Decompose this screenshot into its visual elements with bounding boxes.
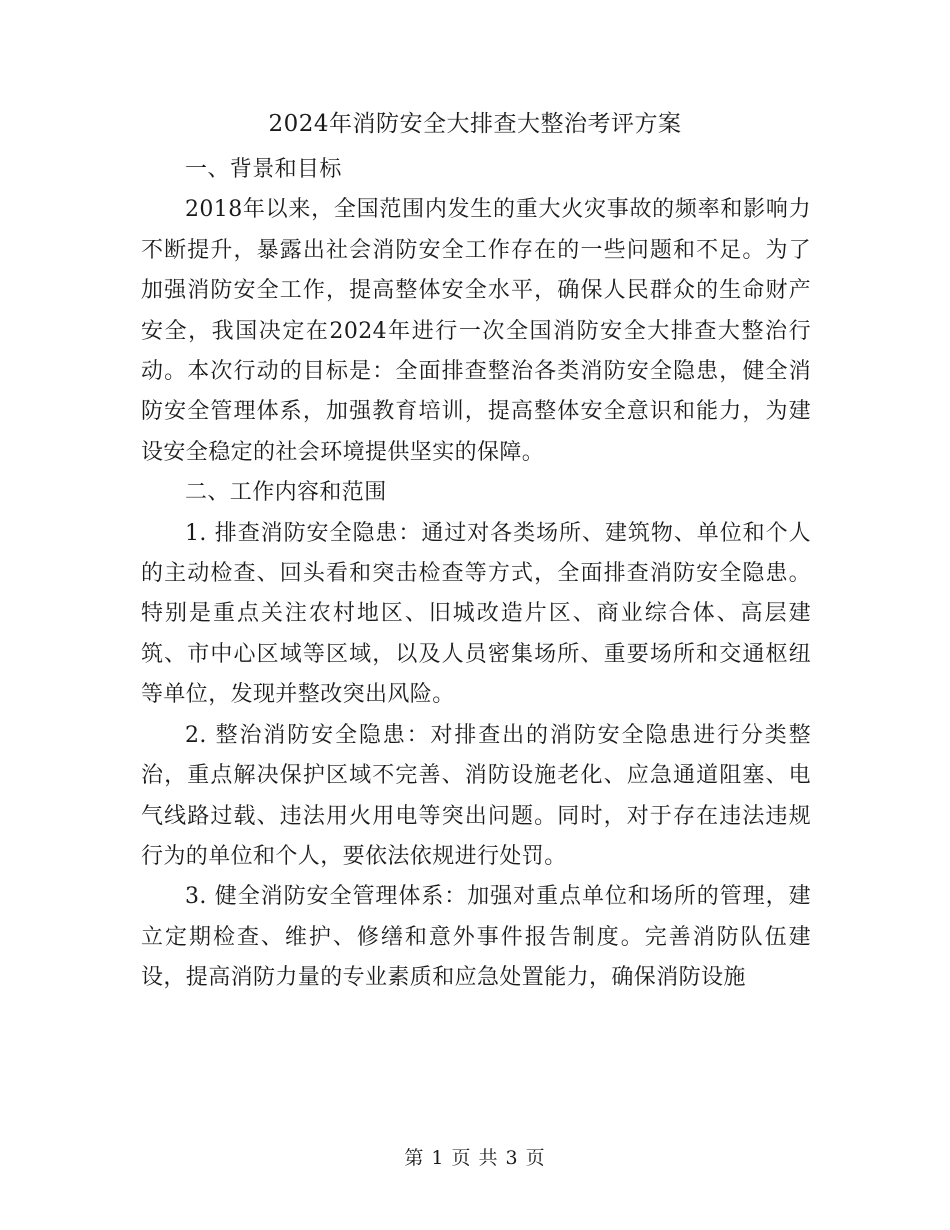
paragraph-item-3: 3. 健全消防安全管理体系：加强对重点单位和场所的管理，建立定期检查、维护、修缮和意外事件报告制度。完善消防队伍建设，提高消防力量的专业素质和应急处置能力，确保消防设施 bbox=[141, 884, 811, 991]
page-footer: 第 1 页 共 3 页 bbox=[404, 1147, 546, 1169]
section-heading-scope: 二、工作内容和范围 bbox=[185, 480, 387, 506]
document-body bbox=[141, 150, 811, 999]
section-heading-background: 一、背景和目标 bbox=[185, 157, 342, 182]
paragraph-item-2: 2. 整治消防安全隐患：对排查出的消防安全隐患进行分类整治，重点解决保护区域不完善、消防设施老化、应急通道阻塞、电气线路过载、违法用火用电等突出问题。同时，对于存在违法违规行为的单位和个人，要依法依规进行处罚。 bbox=[141, 722, 811, 869]
document-title: 2024年消防安全大排查大整治考评方案 bbox=[268, 111, 682, 137]
paragraph-item-1: 1. 排查消防安全隐患：通过对各类场所、建筑物、单位和个人的主动检查、回头看和突击检查等方式，全面排查消防安全隐患。特别是重点关注农村地区、旧城改造片区、商业综合体、高层建筑、市中心区域等区域，以及人员密集场所、重要场所和交通枢纽等单位，发现并整改突出风险。 bbox=[141, 520, 811, 708]
paragraph-background: 2018年以来，全国范围内发生的重大火灾事故的频率和影响力不断提升，暴露出社会消防安全工作存在的一些问题和不足。为了加强消防安全工作，提高整体安全水平，确保人民群众的生命财产安全，我国决定在2024年进行一次全国消防安全大排查大整治行动。本次行动的目标是：全面排查整治各类消防安全隐患，健全消防安全管理体系，加强教育培训，提高整体安全意识和能力，为建设安全稳定的社会环境提供坚实的保障。 bbox=[141, 197, 811, 465]
